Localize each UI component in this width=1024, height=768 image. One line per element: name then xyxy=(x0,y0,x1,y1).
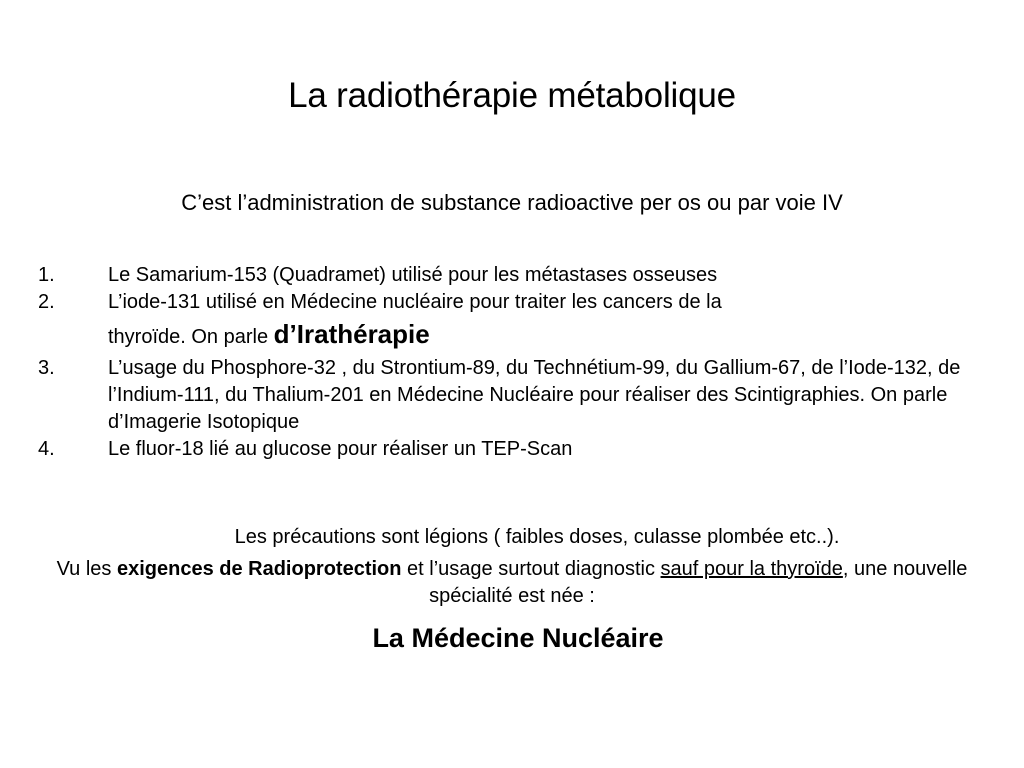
paragraph-suffix: , une nouvelle spécialité est née : xyxy=(429,558,968,607)
list-number: 1. xyxy=(38,264,55,286)
conclusion-heading: La Médecine Nucléaire xyxy=(372,623,664,653)
paragraph-middle: et l’usage surtout diagnostic xyxy=(401,558,661,580)
list-item-3 xyxy=(38,355,978,436)
paragraph-underlined: sauf pour la thyroïde xyxy=(660,558,843,580)
list-number: 3. xyxy=(38,357,55,379)
list-item-4 xyxy=(38,436,978,463)
radioprotection-paragraph xyxy=(40,556,984,610)
list-item-text-line2: thyroïde. On parle xyxy=(108,326,274,348)
slide-title: La radiothérapie métabolique xyxy=(288,76,736,115)
list-item-emphasis: d’Irathérapie xyxy=(273,319,430,349)
list-number: 2. xyxy=(38,291,55,313)
paragraph-prefix: Vu les xyxy=(56,558,117,580)
list-item-2 xyxy=(38,289,978,355)
precautions-note: Les précautions sont légions ( faibles doses, culasse plombée etc..). xyxy=(234,526,840,548)
list-item-text: Le fluor-18 lié au glucose pour réaliser un TEP-Scan xyxy=(108,438,573,460)
numbered-list xyxy=(38,262,978,463)
slide-subtitle: C’est l’administration de substance radioactive per os ou par voie IV xyxy=(181,190,843,215)
list-item-text-line1: L’iode-131 utilisé en Médecine nucléaire pour traiter les cancers de la xyxy=(108,291,722,313)
list-item-text: L’usage du Phosphore-32 , du Strontium-89, du Technétium-99, du Gallium-67, de l’Iode-132, de l’Indium-111, du Thalium-201 en Médecine Nucléaire pour réaliser des Scintigraphies. On parle d’Imagerie Isotopique xyxy=(108,357,961,433)
paragraph-bold: exigences de Radioprotection xyxy=(116,558,402,580)
list-item-text: Le Samarium-153 (Quadramet) utilisé pour les métastases osseuses xyxy=(108,264,718,286)
list-item-1 xyxy=(38,262,978,289)
list-number: 4. xyxy=(38,438,55,460)
